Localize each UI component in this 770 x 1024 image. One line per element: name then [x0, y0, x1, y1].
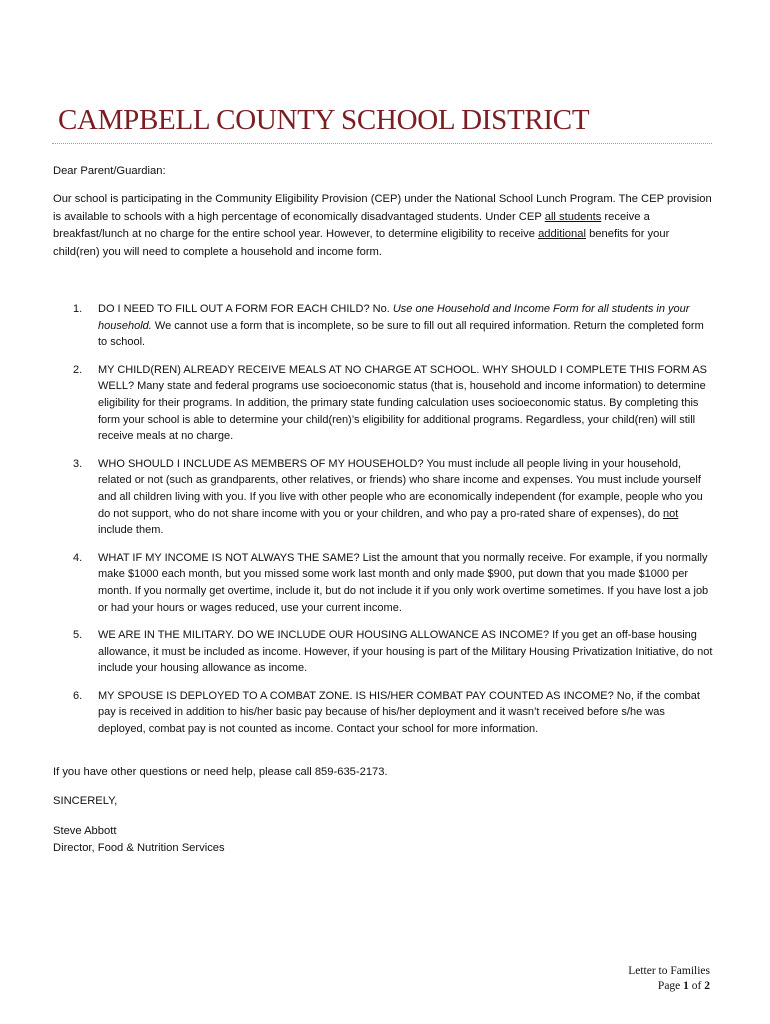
title-divider: [52, 143, 712, 144]
page-total: 2: [704, 979, 710, 992]
intro-text-2: receive a breakfast/lunch at no charge for the entire school year. However, to determine eligibility to receive: [53, 210, 650, 241]
faq-number: 3.: [73, 457, 83, 470]
intro-text-1: Our school is participating in the Community Eligibility Provision (CEP) under the National School Lunch Program. The CEP provision is available to schools with a high percentage of economically disadvantaged students. Under CEP: [53, 193, 712, 223]
page-of: of: [688, 979, 705, 992]
faq-question: WE ARE IN THE MILITARY. DO WE INCLUDE OUR HOUSING ALLOWANCE AS INCOME?: [98, 629, 553, 642]
signer-name: Steve Abbott: [53, 825, 117, 837]
faq-item: [53, 362, 713, 445]
page-current: 1: [683, 979, 689, 992]
faq-answer: You must include all people living in your household, related or not (such as grandparents, other relatives, or friends) who share income and expenses. You must include yourself and all children living with you. If you live with other people who are economically independent (for example, people who you do not support, who do not share income with you or your children, and who pay a pro-rated share of expenses), do: [98, 457, 703, 520]
intro-paragraph: [53, 191, 713, 261]
page-word: Page: [657, 979, 684, 992]
faq-item: [53, 301, 713, 351]
page-footer: [628, 964, 710, 993]
page-number: [628, 979, 710, 994]
faq-answer: Many state and federal programs use socioeconomic status (that is, household and income information) to determine eligibility for their programs. In addition, the primary state funding calculation uses socioeconomic status. By completing this form your school is able to determine your child(ren)’s eligibility for additional programs. Regardless, your child(ren) will still receive meals at no charge.: [98, 380, 706, 443]
faq-item: [53, 627, 713, 677]
faq-question: DO I NEED TO FILL OUT A FORM FOR EACH CHILD?: [98, 303, 373, 315]
faq-number: 1.: [73, 303, 83, 315]
faq-answer-underline: not: [663, 507, 679, 520]
signer-title: Director, Food & Nutrition Services: [53, 842, 225, 854]
faq-answer: List the amount that you normally receive. For example, if you normally make $1000 each month, but you missed some work last month and only made $900, put down that you made $1000 per month. If you normally get overtime, include it, but do not include it if you only work overtime sometimes. If you have lost a job or had your hours or wages reduced, use your current income.: [98, 551, 709, 614]
faq-number: 4.: [73, 551, 83, 564]
faq-question: WHAT IF MY INCOME IS NOT ALWAYS THE SAME?: [98, 551, 363, 564]
faq-item: [53, 456, 713, 539]
faq-number: 6.: [73, 689, 83, 702]
faq-item: [53, 688, 713, 738]
closing: SINCERELY,: [53, 795, 118, 807]
footer-label: Letter to Families: [628, 965, 710, 977]
faq-answer: If you get an off-base housing allowance, it must be included as income. However, if your housing is part of the Military Housing Privatization Initiative, do not include your housing allowance as income.: [98, 629, 713, 675]
faq-question: MY SPOUSE IS DEPLOYED TO A COMBAT ZONE. IS HIS/HER COMBAT PAY COUNTED AS INCOME?: [98, 689, 617, 702]
faq-list: [53, 301, 713, 749]
faq-answer: No.: [372, 303, 393, 315]
faq-question: MY CHILD(REN) ALREADY RECEIVE MEALS AT NO CHARGE AT SCHOOL. WHY SHOULD I COMPLETE THIS FORM AS WELL?: [98, 363, 708, 393]
page-title: CAMPBELL COUNTY SCHOOL DISTRICT: [58, 104, 590, 136]
faq-answer-emphasis: Use one Household and Income Form for all students in your household.: [98, 303, 690, 332]
intro-underline-all-students: all students: [544, 210, 602, 223]
contact-line: If you have other questions or need help, please call 859-635-2173.: [53, 766, 388, 778]
faq-question: WHO SHOULD I INCLUDE AS MEMBERS OF MY HOUSEHOLD?: [98, 457, 427, 470]
faq-answer: No, if the combat pay is received in addition to his/her basic pay because of his/her deployment and it wasn’t received before s/he was deployed, combat pay is not counted as income. Contact your school for more information.: [98, 689, 700, 736]
greeting: Dear Parent/Guardian:: [53, 165, 166, 177]
faq-number: 2.: [73, 363, 83, 376]
faq-item: [53, 550, 713, 616]
intro-underline-additional: additional: [538, 228, 586, 241]
faq-answer: We cannot use a form that is incomplete, so be sure to fill out all required information. Return the completed form to school.: [98, 319, 704, 349]
faq-number: 5.: [73, 629, 83, 642]
intro-text-3: benefits for your child(ren) you will need to complete a household and income form.: [53, 228, 670, 258]
faq-answer: include them.: [98, 524, 164, 537]
